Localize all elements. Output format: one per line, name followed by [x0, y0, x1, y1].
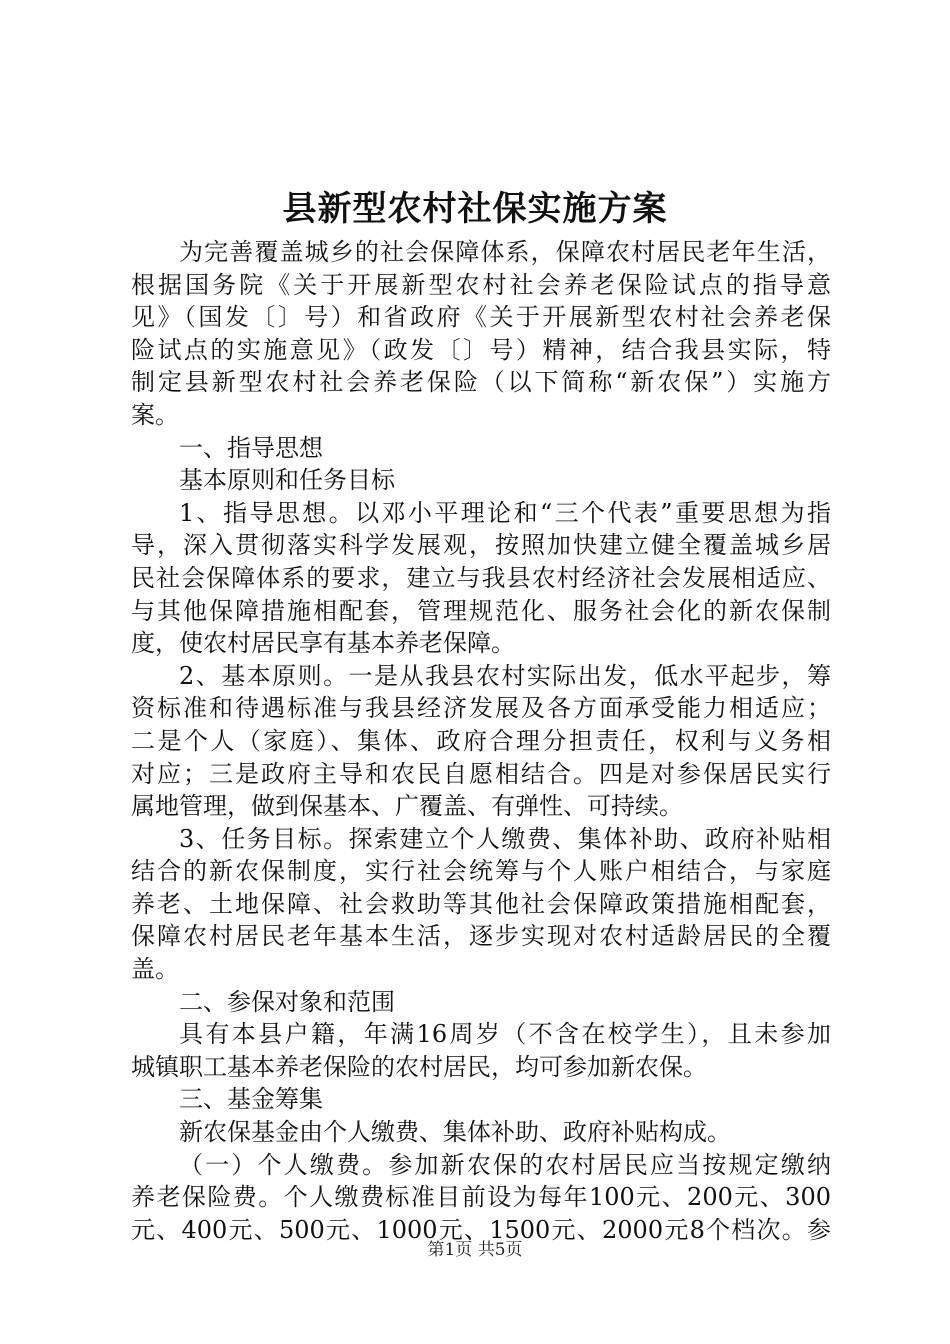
document-title: 县新型农村社保实施方案	[282, 189, 668, 229]
text-line: 见》（国发〔〕号）和省政府《关于开展新型农村社会养老保	[131, 303, 831, 332]
page-footer: 第1页 共5页	[427, 1240, 523, 1260]
text-line: 元、400元、500元、1000元、1500元、2000元8个档次。参	[131, 1215, 831, 1244]
text-line: 养老、土地保障、社会救助等其他社会保障政策措施相配套，	[131, 889, 831, 918]
text-line: 制定县新型农村社会养老保险（以下简称“新农保”）实施方	[131, 368, 831, 397]
text-line: 案。	[131, 400, 179, 429]
text-line: 城镇职工基本养老保险的农村居民，均可参加新农保。	[131, 1052, 707, 1081]
text-line: 根据国务院《关于开展新型农村社会养老保险试点的指导意	[131, 270, 831, 299]
text-line: 险试点的实施意见》（政发〔〕号）精神，结合我县实际，特	[131, 335, 831, 364]
text-line: 对应；三是政府主导和农民自愿相结合。四是对参保居民实行	[131, 759, 831, 788]
text-line: 一、指导思想	[179, 433, 323, 462]
text-line: 1、指导思想。以邓小平理论和“三个代表”重要思想为指	[179, 498, 831, 527]
text-line: 属地管理，做到保基本、广覆盖、有弹性、可持续。	[131, 792, 683, 821]
text-line: 二是个人（家庭）、集体、政府合理分担责任，权利与义务相	[131, 726, 831, 755]
text-line: 2、基本原则。一是从我县农村实际出发，低水平起步，筹	[179, 661, 831, 690]
text-line: 具有本县户籍，年满16周岁（不含在校学生），且未参加	[179, 1020, 831, 1049]
text-line: 二、参保对象和范围	[179, 987, 395, 1016]
text-line: 三、基金筹集	[179, 1085, 323, 1114]
text-line: 导，深入贯彻落实科学发展观，按照加快建立健全覆盖城乡居	[131, 531, 831, 560]
text-line: 养老保险费。个人缴费标准目前设为每年100元、200元、300	[131, 1183, 831, 1212]
text-line: 度，使农村居民享有基本养老保障。	[131, 629, 515, 658]
text-line: 新农保基金由个人缴费、集体补助、政府补贴构成。	[179, 1118, 731, 1147]
text-line: 保障农村居民老年基本生活，逐步实现对农村适龄居民的全覆	[131, 922, 831, 951]
text-line: 资标准和待遇标准与我县经济发展及各方面承受能力相适应；	[131, 694, 831, 723]
text-line: 盖。	[131, 955, 179, 984]
text-line: 结合的新农保制度，实行社会统筹与个人账户相结合，与家庭	[131, 857, 831, 886]
text-line: （一）个人缴费。参加新农保的农村居民应当按规定缴纳	[179, 1150, 831, 1179]
text-line: 与其他保障措施相配套，管理规范化、服务社会化的新农保制	[131, 596, 831, 625]
text-line: 3、任务目标。探索建立个人缴费、集体补助、政府补贴相	[179, 824, 831, 853]
text-line: 为完善覆盖城乡的社会保障体系，保障农村居民老年生活，	[179, 238, 831, 266]
text-line: 基本原则和任务目标	[179, 466, 395, 495]
document-body	[131, 236, 831, 1246]
text-line: 民社会保障体系的要求，建立与我县农村经济社会发展相适应、	[131, 563, 831, 592]
